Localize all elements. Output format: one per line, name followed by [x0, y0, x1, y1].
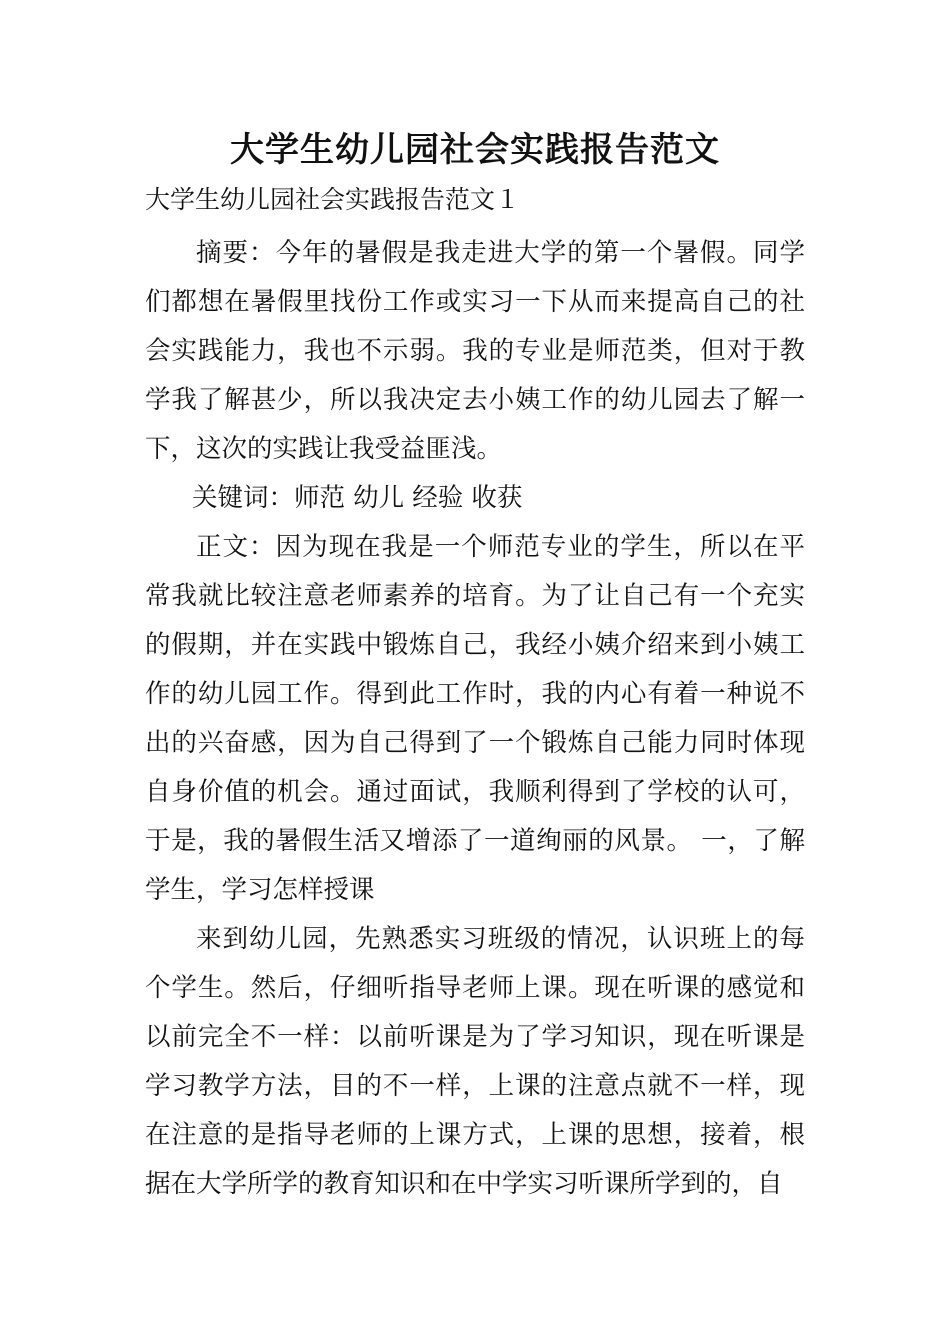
body-paragraph: 来到幼儿园，先熟悉实习班级的情况，认识班上的每个学生。然后，仔细听指导老师上课。现在听课的感觉和以前完全不一样：以前听课是为了学习知识，现在听课是学习教学方法，目的不一样，上课的注意点就不一样，现在注意的是指导老师的上课方式，上课的思想，接着，根据在大学所学的教育知识和在中学实习听课所学到的，自 — [145, 924, 805, 1199]
document-body — [145, 229, 805, 1209]
main-text-paragraph: 正文：因为现在我是一个师范专业的学生，所以在平常我就比较注意老师素养的培育。为了让自己有一个充实的假期，并在实践中锻炼自己，我经小姨介绍来到小姨工作的幼儿园工作。得到此工作时，我的内心有着一种说不出的兴奋感，因为自己得到了一个锻炼自己能力同时体现自身价值的机会。通过面试，我顺利得到了学校的认可，于是，我的暑假生活又增添了一道绚丽的风景。 一，了解学生，学习怎样授课 — [145, 532, 805, 905]
section-heading: 大学生幼儿园社会实践报告范文１ — [145, 185, 521, 214]
abstract-paragraph: 摘要：今年的暑假是我走进大学的第一个暑假。同学们都想在暑假里找份工作或实习一下从而来提高自己的社会实践能力，我也不示弱。我的专业是师范类，但对于教学我了解甚少，所以我决定去小姨工作的幼儿园去了解一下，这次的实践让我受益匪浅。 — [145, 238, 805, 464]
keywords-paragraph: 关键词：师范 幼儿 经验 收获 — [192, 483, 523, 513]
document-title: 大学生幼儿园社会实践报告范文 — [230, 130, 720, 170]
